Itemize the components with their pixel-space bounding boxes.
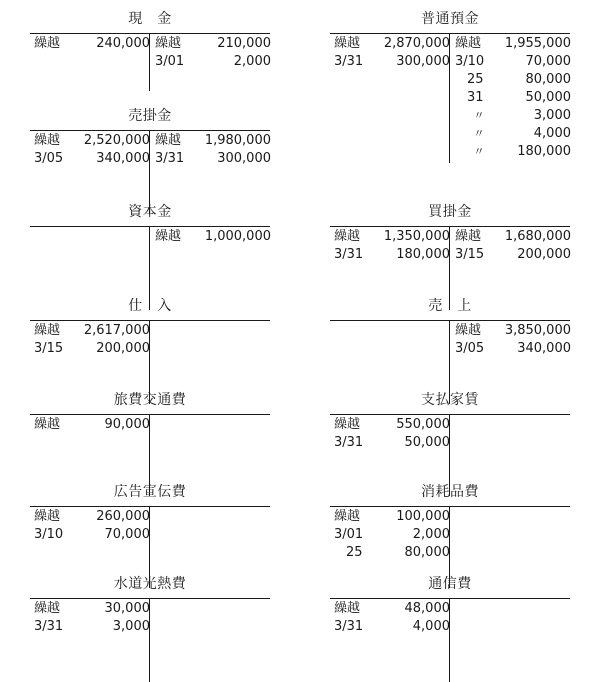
entry-amount: 200,000 bbox=[517, 247, 571, 262]
t-account bbox=[330, 8, 571, 159]
t-account bbox=[330, 295, 570, 385]
t-account-horizontal-rule bbox=[30, 320, 270, 321]
debit-entry bbox=[334, 434, 450, 452]
entry-date: 3/05 bbox=[34, 151, 64, 166]
entry-amount: 70,000 bbox=[104, 527, 150, 542]
entry-amount: 340,000 bbox=[517, 341, 571, 356]
entry-amount: 3,000 bbox=[112, 619, 150, 634]
debit-entry bbox=[34, 526, 150, 544]
entry-amount: 1,350,000 bbox=[383, 229, 450, 244]
entry-date: 繰越 bbox=[334, 509, 361, 524]
entry-date: 3/10 bbox=[455, 54, 485, 69]
entry-date: 繰越 bbox=[455, 323, 482, 338]
debit-entry bbox=[34, 340, 150, 358]
entry-date: 3/31 bbox=[334, 247, 364, 262]
credit-entry bbox=[155, 132, 271, 150]
account-title: 売 上 bbox=[428, 298, 472, 314]
debit-entry bbox=[34, 322, 150, 340]
entry-date: 3/31 bbox=[334, 435, 364, 450]
credit-entry bbox=[455, 125, 571, 143]
debit-entry bbox=[334, 526, 450, 544]
entry-amount: 180,000 bbox=[396, 247, 450, 262]
entry-date: 繰越 bbox=[34, 323, 61, 338]
entry-date: 3/01 bbox=[155, 54, 185, 69]
entry-amount: 2,000 bbox=[412, 527, 450, 542]
debit-entry bbox=[34, 150, 150, 168]
debit-side bbox=[334, 600, 450, 636]
debit-entry bbox=[334, 544, 450, 562]
credit-entry bbox=[455, 143, 571, 161]
t-account-horizontal-rule bbox=[30, 598, 270, 599]
credit-entry bbox=[455, 71, 571, 89]
entry-date: 〃 bbox=[473, 145, 485, 158]
debit-side bbox=[34, 35, 150, 53]
account-title: 現 金 bbox=[128, 11, 172, 27]
entry-date: 繰越 bbox=[455, 36, 482, 51]
t-account-horizontal-rule bbox=[30, 33, 270, 34]
t-account bbox=[30, 105, 270, 195]
entry-amount: 2,617,000 bbox=[83, 323, 150, 338]
account-title: 旅費交通費 bbox=[113, 392, 187, 408]
t-account bbox=[30, 295, 270, 385]
entry-date: 繰越 bbox=[34, 36, 61, 51]
entry-amount: 260,000 bbox=[96, 509, 150, 524]
debit-entry bbox=[34, 416, 150, 434]
t-account bbox=[330, 573, 570, 663]
debit-entry bbox=[334, 228, 450, 246]
entry-date: 3/31 bbox=[334, 54, 364, 69]
t-account-horizontal-rule bbox=[30, 414, 270, 415]
account-title: 支払家賃 bbox=[421, 392, 479, 408]
entry-date: 繰越 bbox=[34, 509, 61, 524]
entry-date: 25 bbox=[467, 72, 484, 87]
debit-side bbox=[34, 600, 150, 636]
debit-entry bbox=[334, 618, 450, 636]
entry-date: 繰越 bbox=[334, 229, 361, 244]
entry-date: 3/31 bbox=[334, 619, 364, 634]
account-title: 仕 入 bbox=[128, 298, 172, 314]
credit-side bbox=[455, 322, 571, 358]
credit-entry bbox=[455, 246, 571, 264]
account-title: 買掛金 bbox=[428, 204, 472, 220]
entry-date: 繰越 bbox=[34, 133, 61, 148]
credit-side bbox=[455, 228, 571, 264]
t-account bbox=[330, 201, 570, 291]
entry-amount: 300,000 bbox=[396, 54, 450, 69]
entry-amount: 4,000 bbox=[533, 126, 571, 141]
credit-side bbox=[155, 132, 271, 168]
debit-side bbox=[334, 508, 450, 562]
entry-amount: 48,000 bbox=[404, 601, 450, 616]
t-account-horizontal-rule bbox=[330, 320, 570, 321]
entry-date: 〃 bbox=[473, 109, 485, 122]
debit-entry bbox=[34, 132, 150, 150]
entry-amount: 2,520,000 bbox=[83, 133, 150, 148]
entry-amount: 80,000 bbox=[525, 72, 571, 87]
entry-date: 31 bbox=[467, 90, 484, 105]
credit-entry bbox=[155, 228, 271, 246]
entry-date: 繰越 bbox=[34, 601, 61, 616]
entry-date: 3/01 bbox=[334, 527, 364, 542]
account-title: 資本金 bbox=[128, 204, 172, 220]
entry-date: 25 bbox=[346, 545, 363, 560]
entry-date: 3/05 bbox=[455, 341, 485, 356]
entry-date: 繰越 bbox=[155, 36, 182, 51]
entry-amount: 30,000 bbox=[104, 601, 150, 616]
entry-date: 3/31 bbox=[34, 619, 64, 634]
entry-date: 3/15 bbox=[34, 341, 64, 356]
debit-entry bbox=[334, 416, 450, 434]
entry-amount: 50,000 bbox=[525, 90, 571, 105]
debit-entry bbox=[34, 508, 150, 526]
t-account bbox=[30, 201, 270, 291]
t-account bbox=[330, 389, 570, 479]
credit-entry bbox=[455, 35, 571, 53]
debit-entry bbox=[334, 53, 450, 71]
debit-side bbox=[334, 228, 450, 264]
entry-date: 3/15 bbox=[455, 247, 485, 262]
t-account-horizontal-rule bbox=[330, 226, 570, 227]
entry-amount: 1,980,000 bbox=[204, 133, 271, 148]
credit-entry bbox=[455, 322, 571, 340]
t-account bbox=[30, 481, 270, 571]
entry-date: 繰越 bbox=[155, 229, 182, 244]
credit-entry bbox=[155, 150, 271, 168]
t-account-horizontal-rule bbox=[330, 33, 570, 34]
entry-amount: 340,000 bbox=[96, 151, 150, 166]
debit-entry bbox=[34, 600, 150, 618]
entry-date: 繰越 bbox=[155, 133, 182, 148]
credit-entry bbox=[455, 89, 571, 107]
entry-amount: 1,955,000 bbox=[504, 36, 571, 51]
account-title: 売掛金 bbox=[128, 108, 172, 124]
debit-side bbox=[334, 416, 450, 452]
t-account-horizontal-rule bbox=[30, 130, 270, 131]
entry-amount: 1,000,000 bbox=[204, 229, 271, 244]
credit-entry bbox=[155, 35, 271, 53]
entry-amount: 3,000 bbox=[533, 108, 571, 123]
debit-side bbox=[34, 132, 150, 168]
entry-amount: 100,000 bbox=[396, 509, 450, 524]
t-account-horizontal-rule bbox=[30, 506, 270, 507]
entry-amount: 210,000 bbox=[217, 36, 271, 51]
debit-entry bbox=[34, 618, 150, 636]
entry-amount: 4,000 bbox=[412, 619, 450, 634]
account-title: 消耗品費 bbox=[421, 484, 479, 500]
credit-entry bbox=[455, 107, 571, 125]
entry-amount: 1,680,000 bbox=[504, 229, 571, 244]
credit-side bbox=[455, 35, 571, 161]
entry-date: 繰越 bbox=[334, 417, 361, 432]
debit-entry bbox=[334, 35, 450, 53]
entry-date: 繰越 bbox=[334, 36, 361, 51]
debit-side bbox=[34, 322, 150, 358]
debit-entry bbox=[334, 600, 450, 618]
entry-date: 〃 bbox=[473, 127, 485, 140]
entry-date: 3/10 bbox=[34, 527, 64, 542]
debit-side bbox=[334, 35, 450, 71]
t-account-horizontal-rule bbox=[30, 226, 270, 227]
t-account-horizontal-rule bbox=[330, 414, 570, 415]
t-account bbox=[330, 481, 570, 571]
credit-side bbox=[155, 35, 271, 71]
entry-date: 繰越 bbox=[334, 601, 361, 616]
t-account-horizontal-rule bbox=[330, 598, 570, 599]
account-title: 水道光熱費 bbox=[113, 576, 187, 592]
entry-amount: 80,000 bbox=[404, 545, 450, 560]
entry-amount: 70,000 bbox=[525, 54, 571, 69]
entry-amount: 550,000 bbox=[396, 417, 450, 432]
t-account-horizontal-rule bbox=[330, 506, 570, 507]
credit-entry bbox=[455, 53, 571, 71]
entry-amount: 90,000 bbox=[104, 417, 150, 432]
credit-entry bbox=[455, 228, 571, 246]
credit-entry bbox=[155, 53, 271, 71]
entry-amount: 2,870,000 bbox=[383, 36, 450, 51]
account-title: 通信費 bbox=[428, 576, 472, 592]
debit-entry bbox=[34, 35, 150, 53]
t-account bbox=[30, 8, 270, 98]
entry-amount: 50,000 bbox=[404, 435, 450, 450]
credit-entry bbox=[455, 340, 571, 358]
entry-amount: 300,000 bbox=[217, 151, 271, 166]
t-account bbox=[30, 389, 270, 479]
debit-side bbox=[34, 416, 150, 434]
account-title: 普通預金 bbox=[421, 11, 479, 27]
entry-amount: 2,000 bbox=[233, 54, 271, 69]
debit-entry bbox=[334, 246, 450, 264]
entry-amount: 200,000 bbox=[96, 341, 150, 356]
entry-amount: 3,850,000 bbox=[504, 323, 571, 338]
entry-date: 繰越 bbox=[34, 417, 61, 432]
entry-amount: 180,000 bbox=[517, 144, 571, 159]
t-account bbox=[30, 573, 270, 663]
entry-date: 3/31 bbox=[155, 151, 185, 166]
entry-date: 繰越 bbox=[455, 229, 482, 244]
credit-side bbox=[155, 228, 271, 246]
debit-side bbox=[34, 508, 150, 544]
debit-entry bbox=[334, 508, 450, 526]
entry-amount: 240,000 bbox=[96, 36, 150, 51]
account-title: 広告宣伝費 bbox=[113, 484, 187, 500]
